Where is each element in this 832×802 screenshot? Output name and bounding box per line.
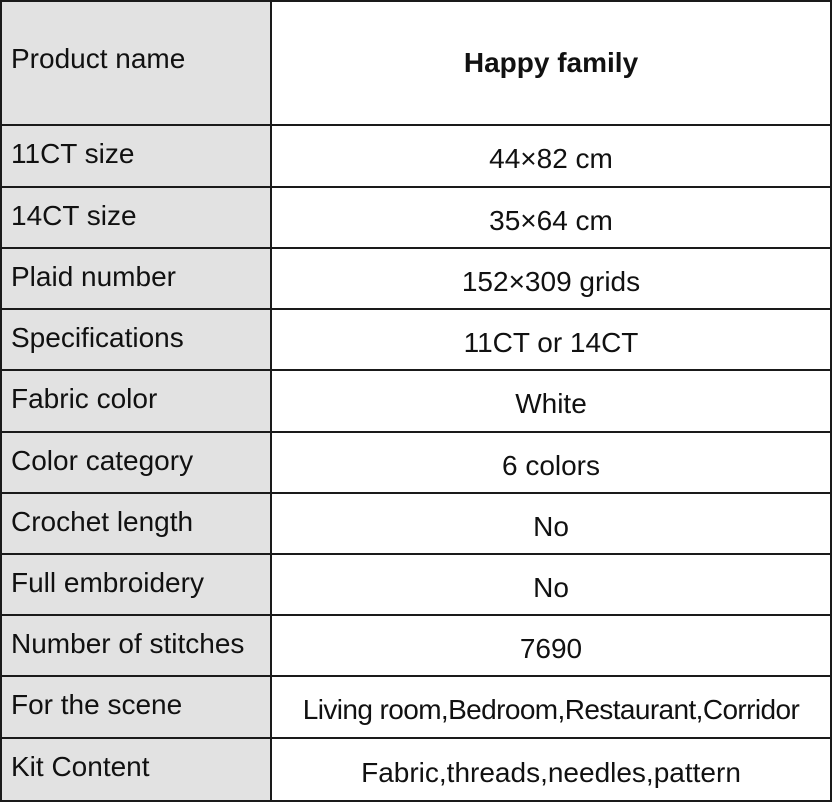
spec-label: Specifications [1,309,271,370]
table-row-product-name [1,1,831,125]
spec-label: 14CT size [1,187,271,248]
table-row [1,738,831,801]
table-row [1,187,831,248]
spec-label: For the scene [1,676,271,738]
spec-value: White [271,370,831,432]
spec-value: Fabric,threads,needles,pattern [271,738,831,801]
table-row [1,309,831,370]
table-row [1,125,831,187]
table-row [1,676,831,738]
spec-label: Product name [1,1,271,125]
table-row [1,370,831,432]
spec-value: 11CT or 14CT [271,309,831,370]
spec-label: 11CT size [1,125,271,187]
spec-label: Number of stitches [1,615,271,676]
spec-value: Living room,Bedroom,Restaurant,Corridor [271,676,831,738]
table-row [1,615,831,676]
spec-label: Crochet length [1,493,271,554]
table-row [1,432,831,493]
spec-value: No [271,493,831,554]
spec-label: Full embroidery [1,554,271,615]
spec-value: 35×64 cm [271,187,831,248]
table-row [1,248,831,309]
table-row [1,493,831,554]
spec-value: No [271,554,831,615]
spec-value: 6 colors [271,432,831,493]
spec-value: 152×309 grids [271,248,831,309]
spec-label: Plaid number [1,248,271,309]
table-row [1,554,831,615]
spec-label: Fabric color [1,370,271,432]
spec-value: 7690 [271,615,831,676]
product-name-value: Happy family [271,1,831,125]
spec-value: 44×82 cm [271,125,831,187]
spec-label: Color category [1,432,271,493]
spec-label: Kit Content [1,738,271,801]
